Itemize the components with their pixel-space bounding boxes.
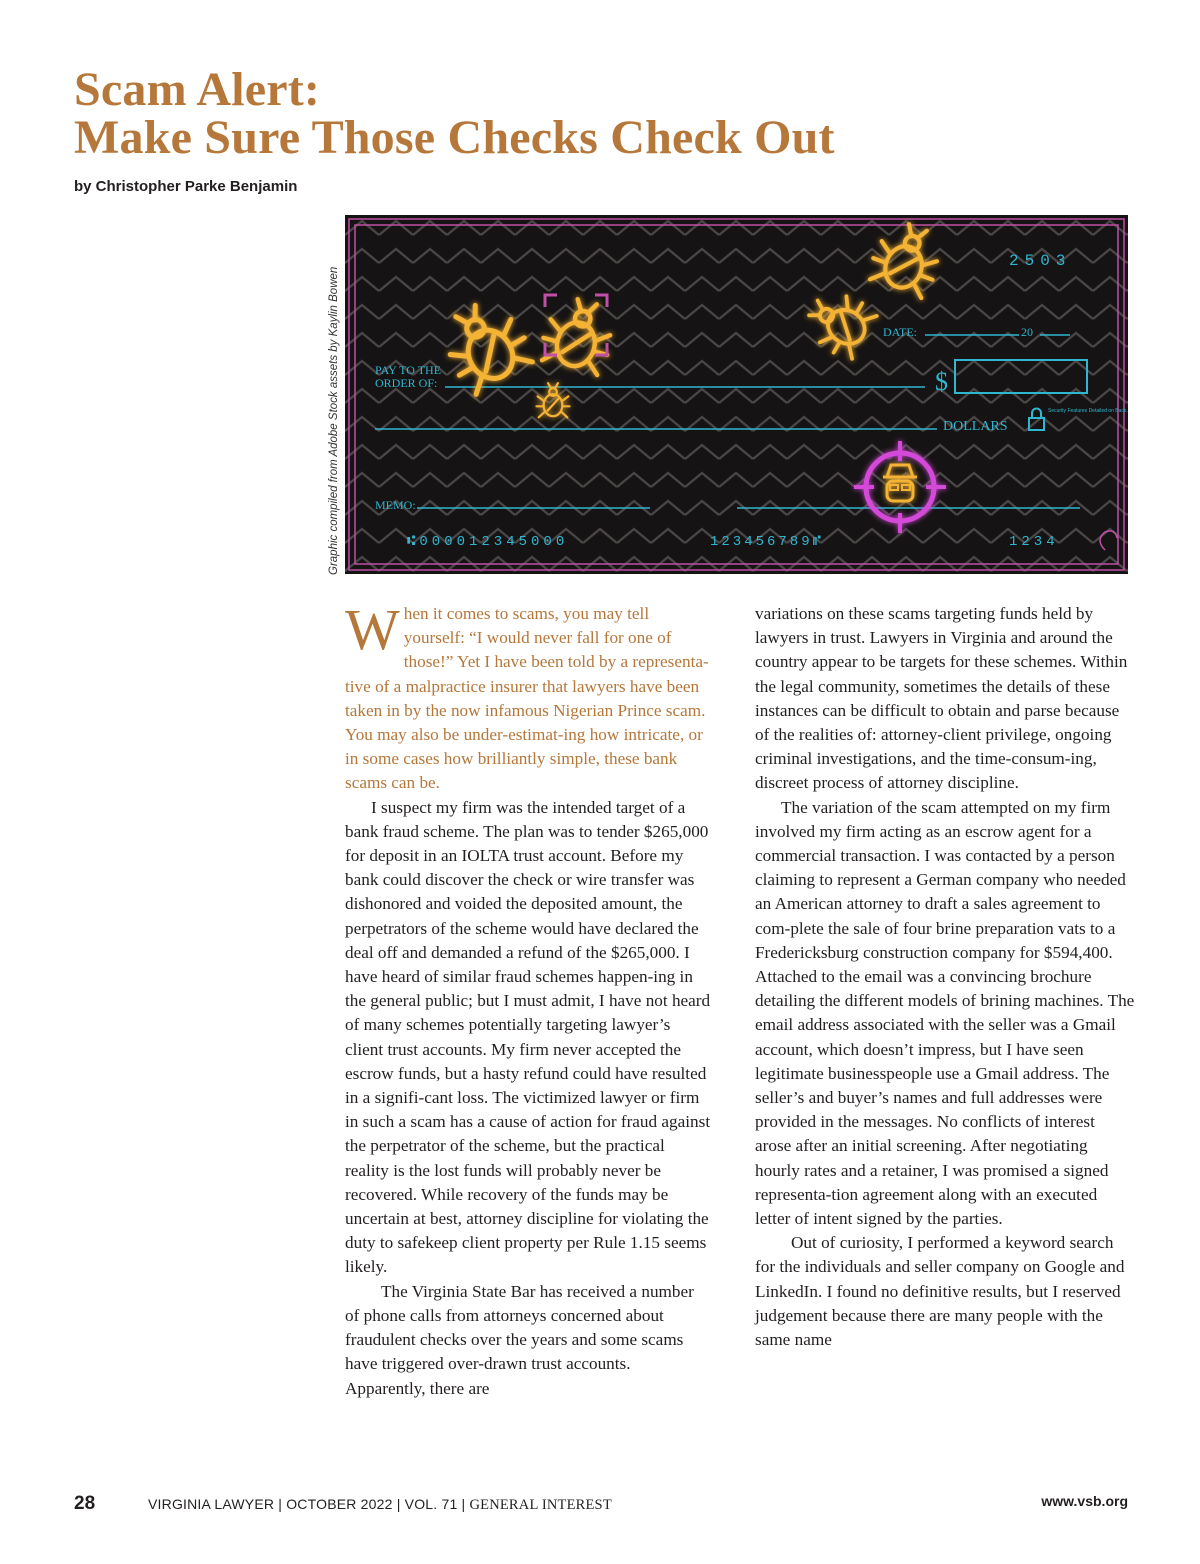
title-line-2: Make Sure Those Checks Check Out xyxy=(74,111,835,164)
image-credit: Graphic compiled from Adobe Stock assets by Kaylin Bowen xyxy=(328,266,340,575)
website-link[interactable]: www.vsb.org xyxy=(1041,1493,1128,1509)
date-label: DATE: xyxy=(883,325,917,339)
title-line-1: Scam Alert: xyxy=(74,63,321,116)
dollars-label: DOLLARS xyxy=(943,419,1008,434)
page-footer xyxy=(74,1493,1128,1517)
footer-publication-info xyxy=(148,1496,612,1514)
column-right xyxy=(755,602,1135,1352)
section-name: GENERAL INTEREST xyxy=(469,1497,612,1513)
issue-date: OCTOBER 2022 xyxy=(286,1496,393,1512)
check-illustration xyxy=(345,215,1128,574)
memo-label: MEMO: xyxy=(375,498,416,512)
body-paragraph: I suspect my firm was the intended target of a bank fraud scheme. The plan was to tender $265,000 for deposit in an IOLTA trust account. Before my bank could discover the check or wire transfer was dishonored and voided the deposited amount, the perpetrators of the scheme would have declared the deal off and demanded a refund of the $265,000. I have heard of similar fraud schemes happen-ing in the general public; but I must admit, I have not heard of many schemes potentially targeting lawyer’s client trust accounts. My firm never accepted the escrow funds, but a hasty refund could have resulted in a signifi-cant loss. The victimized lawyer or firm in such a scam has a cause of action for fraud against the perpetrator of the scheme, but the practical reality is the lost funds will probably never be recovered. While recovery of the funds may be uncertain at best, attorney discipline for violating the duty to safekeep client property per Rule 1.15 seems likely. xyxy=(345,797,711,1277)
article-title xyxy=(74,63,835,164)
lede-paragraph xyxy=(345,597,711,796)
lede-text: hen it comes to scams, you may tell yourself: “I would never fall for one of those!” Yet I have been told by a representa-tive of a malpractice insurer that lawyers have been taken in by the now infamous Nigerian Prince scam. You may also be under-estimat-ing how intricate, or in some cases how brilliantly simple, these bank scams can be. xyxy=(345,604,709,793)
pay-to-label-1: PAY TO THE xyxy=(375,363,442,377)
volume: VOL. 71 xyxy=(404,1496,458,1512)
routing-number: ⑆000012345000 xyxy=(407,534,569,550)
body-paragraph-continued: variations on these scams targeting funds held by lawyers in trust. Lawyers in Virginia and around the country appear to be targets for these schemes. Within the legal community, sometimes the details of these instances can be difficult to obtain and parse because of the realities of: attorney-client privilege, ongoing criminal investigations, and the time-consum-ing, discreet process of attorney discipline. xyxy=(755,604,1128,793)
separator: | xyxy=(457,1496,470,1512)
dollar-sign: $ xyxy=(935,367,948,396)
separator: | xyxy=(274,1496,287,1512)
date-suffix: 20 xyxy=(1021,325,1033,339)
body-paragraph: The Virginia State Bar has received a number of phone calls from attorneys concerned about fraudulent checks over the years and some scams have triggered over-drawn trust accounts. Apparently, there are xyxy=(345,1281,694,1398)
pay-to-label-2: ORDER OF: xyxy=(375,376,438,390)
account-number: 123456789⑈ xyxy=(710,534,825,550)
check-number: 2503 xyxy=(1009,252,1072,270)
publication-name: VIRGINIA LAWYER xyxy=(148,1496,275,1512)
page-number: 28 xyxy=(74,1493,96,1514)
column-left xyxy=(345,597,711,1401)
drop-cap: W xyxy=(345,597,400,662)
body-paragraph: The variation of the scam attempted on my firm involved my firm acting as an escrow agent for a commercial transaction. I was contacted by a person claiming to represent a German company who needed an American attorney to draft a sales agreement to com-plete the sale of four brine preparation vats to a Fredericksburg construction company for $594,400. Attached to the email was a convincing brochure detailing the different models of brining machines. The email address associated with the seller was a Gmail account, which doesn’t impress, but I have seen legitimate businesspeople use a Gmail address. The seller’s and buyer’s names and full addresses were provided in the messages. No conflicts of interest arose after an initial screening. After negotiating hourly rates and a retainer, I was promised a signed representa-tion agreement along with an executed letter of intent signed by the parties. xyxy=(755,797,1135,1229)
byline: by Christopher Parke Benjamin xyxy=(74,178,298,195)
body-paragraph: Out of curiosity, I performed a keyword search for the individuals and seller company on Google and LinkedIn. I found no definitive results, but I reserved judgement because there are many people with the same name xyxy=(755,1233,1125,1350)
separator: | xyxy=(392,1496,405,1512)
security-note: Security Features Detailed on Back. xyxy=(1048,408,1128,414)
bottom-check-number: 1234 xyxy=(1009,534,1059,550)
